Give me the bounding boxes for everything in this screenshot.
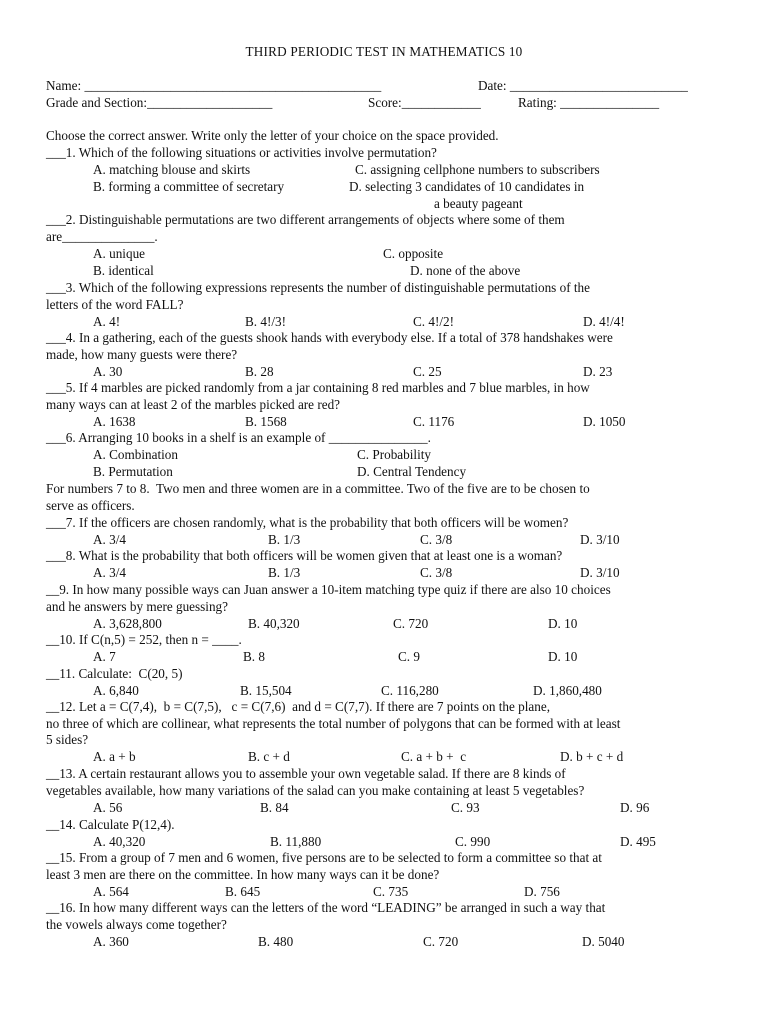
question-12-stem-cont: no three of which are collinear, what represents the total number of polygons that can be formed with at least — [46, 716, 621, 731]
question-10-option-b: B. 8 — [243, 649, 265, 664]
question-5-option-a: A. 1638 — [93, 414, 136, 429]
rating-field: Rating: _______________ — [518, 95, 660, 110]
question-9-stem: __9. In how many possible ways can Juan answer a 10-item matching type quiz if there are also 10 choices — [46, 582, 611, 597]
question-6-option-c: C. Probability — [357, 447, 431, 462]
question-15-stem-cont: least 3 men are there on the committee. In how many ways can it be done? — [46, 867, 440, 882]
question-9-option-d: D. 10 — [548, 616, 578, 631]
question-14-option-c: C. 990 — [455, 834, 491, 849]
question-2-option-d: D. none of the above — [410, 263, 521, 278]
question-1-option-d-cont: a beauty pageant — [434, 196, 523, 211]
question-4-option-a: A. 30 — [93, 364, 123, 379]
question-3-stem-cont: letters of the word FALL? — [46, 297, 184, 312]
question-3-option-c: C. 4!/2! — [413, 314, 455, 329]
question-7-stem: ___7. If the officers are chosen randomly, what is the probability that both officers will be women? — [46, 515, 569, 530]
question-11-option-d: D. 1,860,480 — [533, 683, 602, 698]
question-10-option-a: A. 7 — [93, 649, 116, 664]
date-field: Date: ___________________________ — [478, 78, 688, 93]
question-12-stem-cont-2: 5 sides? — [46, 732, 89, 747]
question-2-stem: ___2. Distinguishable permutations are two different arrangements of objects where some of them — [46, 212, 565, 227]
question-11-option-c: C. 116,280 — [381, 683, 439, 698]
question-8-option-d: D. 3/10 — [580, 565, 620, 580]
question-16-option-a: A. 360 — [93, 934, 129, 949]
question-9-option-a: A. 3,628,800 — [93, 616, 162, 631]
question-15-option-a: A. 564 — [93, 884, 129, 899]
question-11-stem: __11. Calculate: C(20, 5) — [46, 666, 183, 681]
question-14-option-b: B. 11,880 — [270, 834, 322, 849]
question-4-option-c: C. 25 — [413, 364, 442, 379]
instructions: Choose the correct answer. Write only the letter of your choice on the space provided. — [46, 128, 499, 143]
question-5-stem: ___5. If 4 marbles are picked randomly from a jar containing 8 red marbles and 7 blue marbles, in how — [46, 380, 590, 395]
question-6-stem: ___6. Arranging 10 books in a shelf is an example of _______________. — [46, 430, 431, 445]
question-8-option-c: C. 3/8 — [420, 565, 453, 580]
question-2-option-a: A. unique — [93, 246, 146, 261]
question-2-stem-cont: are______________. — [46, 229, 158, 244]
question-1-option-b: B. forming a committee of secretary — [93, 179, 285, 194]
question-14-option-a: A. 40,320 — [93, 834, 146, 849]
question-12-option-c: C. a + b + c — [401, 749, 467, 764]
name-field: Name: _____________________________________________ — [46, 78, 382, 93]
question-1-stem: ___1. Which of the following situations or activities involve permutation? — [46, 145, 437, 160]
question-12-stem: __12. Let a = C(7,4), b = C(7,5), c = C(7,6) and d = C(7,7). If there are 7 points on the plane, — [46, 699, 551, 714]
question-8-option-b: B. 1/3 — [268, 565, 301, 580]
question-5-option-c: C. 1176 — [413, 414, 455, 429]
question-7-option-c: C. 3/8 — [420, 532, 453, 547]
question-8-option-a: A. 3/4 — [93, 565, 126, 580]
question-8-stem: ___8. What is the probability that both officers will be women given that at least one is a woman? — [46, 548, 563, 563]
question-6-option-a: A. Combination — [93, 447, 178, 462]
question-11-option-b: B. 15,504 — [240, 683, 292, 698]
question-11-option-a: A. 6,840 — [93, 683, 139, 698]
grade-section-field: Grade and Section:___________________ — [46, 95, 273, 110]
question-5-stem-cont: many ways can at least 2 of the marbles picked are red? — [46, 397, 341, 412]
question-16-stem: __16. In how many different ways can the letters of the word “LEADING” be arranged in such a way that — [46, 900, 606, 915]
question-16-option-d: D. 5040 — [582, 934, 625, 949]
question-15-stem: __15. From a group of 7 men and 6 women, five persons are to be selected to form a committee so that at — [46, 850, 602, 865]
question-1-option-d: D. selecting 3 candidates of 10 candidates in — [349, 179, 585, 194]
question-9-option-b: B. 40,320 — [248, 616, 300, 631]
question-4-option-b: B. 28 — [245, 364, 274, 379]
group-7-8-intro: For numbers 7 to 8. Two men and three women are in a committee. Two of the five are to be chosen to — [46, 481, 590, 496]
question-7-option-b: B. 1/3 — [268, 532, 301, 547]
question-2-option-b: B. identical — [93, 263, 154, 278]
group-7-8-intro-cont: serve as officers. — [46, 498, 135, 513]
score-field: Score:____________ — [368, 95, 481, 110]
question-16-stem-cont: the vowels always come together? — [46, 917, 227, 932]
question-5-option-b: B. 1568 — [245, 414, 287, 429]
question-4-stem-cont: made, how many guests were there? — [46, 347, 238, 362]
question-9-option-c: C. 720 — [393, 616, 429, 631]
question-10-option-d: D. 10 — [548, 649, 578, 664]
question-2-option-c: C. opposite — [383, 246, 444, 261]
question-3-option-d: D. 4!/4! — [583, 314, 625, 329]
question-1-option-a: A. matching blouse and skirts — [93, 162, 251, 177]
question-16-option-c: C. 720 — [423, 934, 459, 949]
question-5-option-d: D. 1050 — [583, 414, 626, 429]
question-16-option-b: B. 480 — [258, 934, 294, 949]
question-10-stem: __10. If C(n,5) = 252, then n = ____. — [46, 632, 242, 647]
question-15-option-d: D. 756 — [524, 884, 560, 899]
question-13-stem: __13. A certain restaurant allows you to assemble your own vegetable salad. If there are 8 kinds of — [46, 766, 566, 781]
question-14-stem: __14. Calculate P(12,4). — [46, 817, 175, 832]
question-13-option-c: C. 93 — [451, 800, 480, 815]
question-12-option-a: A. a + b — [93, 749, 136, 764]
question-15-option-b: B. 645 — [225, 884, 261, 899]
question-12-option-d: D. b + c + d — [560, 749, 624, 764]
question-12-option-b: B. c + d — [248, 749, 290, 764]
question-7-option-a: A. 3/4 — [93, 532, 126, 547]
question-6-option-d: D. Central Tendency — [357, 464, 467, 479]
question-4-stem: ___4. In a gathering, each of the guests shook hands with everybody else. If a total of 378 handshakes were — [46, 330, 613, 345]
question-13-option-b: B. 84 — [260, 800, 289, 815]
page-title: THIRD PERIODIC TEST IN MATHEMATICS 10 — [245, 44, 523, 59]
question-3-option-b: B. 4!/3! — [245, 314, 287, 329]
question-13-stem-cont: vegetables available, how many variations of the salad can you make containing at least 5 vegetables? — [46, 783, 585, 798]
question-9-stem-cont: and he answers by mere guessing? — [46, 599, 229, 614]
question-3-option-a: A. 4! — [93, 314, 121, 329]
question-13-option-a: A. 56 — [93, 800, 123, 815]
question-6-option-b: B. Permutation — [93, 464, 173, 479]
question-14-option-d: D. 495 — [620, 834, 656, 849]
question-3-stem: ___3. Which of the following expressions represents the number of distinguishable permutations of the — [46, 280, 590, 295]
question-4-option-d: D. 23 — [583, 364, 613, 379]
question-10-option-c: C. 9 — [398, 649, 420, 664]
question-7-option-d: D. 3/10 — [580, 532, 620, 547]
question-15-option-c: C. 735 — [373, 884, 409, 899]
question-13-option-d: D. 96 — [620, 800, 650, 815]
question-1-option-c: C. assigning cellphone numbers to subscribers — [355, 162, 600, 177]
